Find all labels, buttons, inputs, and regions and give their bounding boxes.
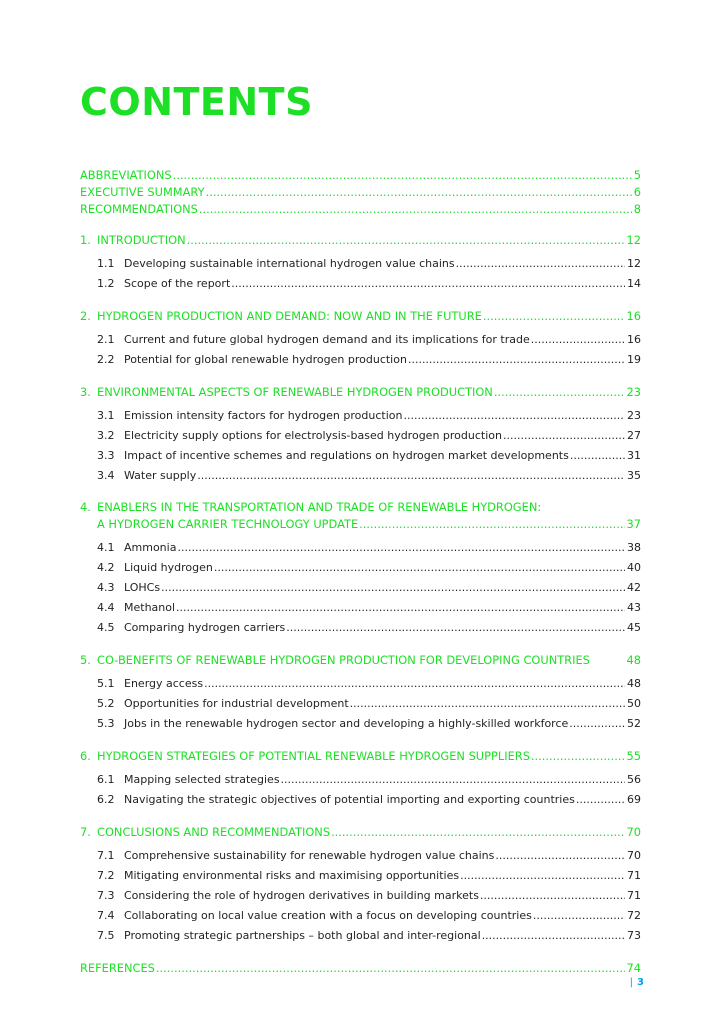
- section-number: 3.1: [97, 409, 115, 422]
- toc-section-6-2[interactable]: [80, 790, 641, 810]
- chapter-label: HYDROGEN STRATEGIES OF POTENTIAL RENEWABLE HYDROGEN SUPPLIERS: [97, 749, 530, 763]
- toc-section-7-2[interactable]: [80, 866, 641, 886]
- chapter-label: HYDROGEN PRODUCTION AND DEMAND: NOW AND IN THE FUTURE: [97, 309, 482, 323]
- dot-leader: [161, 578, 625, 598]
- section-page: 70: [627, 849, 641, 862]
- toc-entry-abbreviations[interactable]: [80, 167, 641, 184]
- dot-leader: [214, 558, 625, 578]
- dot-leader: [231, 274, 625, 294]
- section-number: 3.2: [97, 429, 115, 442]
- section-page: 42: [627, 581, 641, 594]
- section-page: 52: [627, 717, 641, 730]
- section-label: Water supply: [124, 469, 197, 482]
- chapter-number: 6.: [80, 749, 91, 763]
- section-page: 71: [627, 889, 641, 902]
- dot-leader: [403, 406, 625, 426]
- toc-entry-executive-summary[interactable]: [80, 184, 641, 201]
- toc-chapter-1[interactable]: [80, 231, 641, 249]
- section-page: 16: [627, 333, 641, 346]
- chapter-label: A HYDROGEN CARRIER TECHNOLOGY UPDATE: [97, 517, 359, 531]
- chapter-number: 7.: [80, 825, 91, 839]
- section-number: 1.1: [97, 257, 115, 270]
- section-label: Current and future global hydrogen demand and its implications for trade: [124, 333, 530, 346]
- toc-section-2-1[interactable]: [80, 330, 641, 350]
- section-number: 4.3: [97, 581, 115, 594]
- toc-section-1-1[interactable]: [80, 254, 641, 274]
- dot-leader: [456, 254, 625, 274]
- dot-leader: [187, 231, 625, 249]
- section-number: 4.5: [97, 621, 115, 634]
- toc-entry-label: REFERENCES: [80, 961, 155, 975]
- dot-leader: [197, 466, 625, 486]
- section-number: 7.2: [97, 869, 115, 882]
- section-label: Comprehensive sustainability for renewable hydrogen value chains: [124, 849, 495, 862]
- section-page: 73: [627, 929, 641, 942]
- toc-entry-references[interactable]: [80, 959, 641, 977]
- dot-leader: [495, 846, 625, 866]
- chapter-page: 12: [626, 233, 641, 247]
- section-number: 2.2: [97, 353, 115, 366]
- section-page: 12: [627, 257, 641, 270]
- section-page: 43: [627, 601, 641, 614]
- section-page: 31: [627, 449, 641, 462]
- chapter-page: 37: [626, 517, 641, 531]
- section-page: 56: [627, 773, 641, 786]
- section-label: LOHCs: [124, 581, 161, 594]
- section-number: 4.1: [97, 541, 115, 554]
- section-label: Navigating the strategic objectives of potential importing and exporting countries: [124, 793, 575, 806]
- page-number-value: 3: [637, 977, 644, 988]
- section-page: 69: [627, 793, 641, 806]
- section-number: 5.2: [97, 697, 115, 710]
- toc-section-3-2[interactable]: [80, 426, 641, 446]
- dot-leader: [482, 926, 625, 946]
- section-page: 40: [627, 561, 641, 574]
- dot-leader: [331, 823, 624, 841]
- chapter-label: CO-BENEFITS OF RENEWABLE HYDROGEN PRODUCTION FOR DEVELOPING COUNTRIES: [97, 653, 590, 667]
- toc-section-4-1[interactable]: [80, 538, 641, 558]
- section-number: 4.4: [97, 601, 115, 614]
- dot-leader: [460, 866, 625, 886]
- section-label: Collaborating on local value creation with a focus on developing countries: [124, 909, 532, 922]
- dot-leader: [531, 747, 625, 765]
- toc-section-4-2[interactable]: [80, 558, 641, 578]
- section-number: 6.1: [97, 773, 115, 786]
- section-label: Jobs in the renewable hydrogen sector and developing a highly-skilled workforce: [124, 717, 569, 730]
- toc-entry-page: 6: [633, 185, 641, 199]
- section-label: Methanol: [124, 601, 176, 614]
- section-page: 48: [627, 677, 641, 690]
- chapter-page: 48: [626, 653, 641, 667]
- dot-leader: [570, 446, 625, 466]
- dot-leader: [494, 383, 625, 401]
- section-number: 5.1: [97, 677, 115, 690]
- section-page: 23: [627, 409, 641, 422]
- chapter-number: 3.: [80, 385, 91, 399]
- page-title: CONTENTS: [80, 80, 313, 124]
- dot-leader: [408, 350, 625, 370]
- section-number: 7.4: [97, 909, 115, 922]
- dot-leader: [204, 674, 625, 694]
- section-number: 7.3: [97, 889, 115, 902]
- chapter-number: 2.: [80, 309, 91, 323]
- toc-section-3-1[interactable]: [80, 406, 641, 426]
- toc-entry-recommendations[interactable]: [80, 201, 641, 218]
- section-label: Developing sustainable international hydrogen value chains: [124, 257, 455, 270]
- section-label: Energy access: [124, 677, 204, 690]
- section-label: Ammonia: [124, 541, 177, 554]
- dot-leader: [176, 598, 625, 618]
- toc-section-4-4[interactable]: [80, 598, 641, 618]
- section-page: 19: [627, 353, 641, 366]
- toc-entry-label: RECOMMENDATIONS: [80, 202, 198, 216]
- toc-chapter-4[interactable]: [80, 499, 641, 533]
- dot-leader: [156, 959, 625, 977]
- toc-chapter-7[interactable]: [80, 823, 641, 841]
- section-number: 6.2: [97, 793, 115, 806]
- toc-section-7-4[interactable]: [80, 906, 641, 926]
- dot-leader: [480, 886, 625, 906]
- toc-chapter-3[interactable]: [80, 383, 641, 401]
- section-label: Emission intensity factors for hydrogen production: [124, 409, 403, 422]
- section-page: 38: [627, 541, 641, 554]
- toc-section-2-2[interactable]: [80, 350, 641, 370]
- chapter-number: 5.: [80, 653, 91, 667]
- chapter-label: ENVIRONMENTAL ASPECTS OF RENEWABLE HYDROGEN PRODUCTION: [97, 385, 493, 399]
- toc-section-7-5[interactable]: [80, 926, 641, 946]
- toc-chapter-2[interactable]: [80, 307, 641, 325]
- section-label: Liquid hydrogen: [124, 561, 213, 574]
- section-number: 3.3: [97, 449, 115, 462]
- dot-leader: [503, 426, 625, 446]
- section-number: 7.1: [97, 849, 115, 862]
- dot-leader: [533, 906, 625, 926]
- toc-section-7-1[interactable]: [80, 846, 641, 866]
- chapter-page: 55: [626, 749, 641, 763]
- section-number: 5.3: [97, 717, 115, 730]
- dot-leader: [281, 770, 625, 790]
- dot-leader: [569, 714, 625, 734]
- table-of-contents: [80, 167, 641, 977]
- dot-leader: [576, 790, 625, 810]
- toc-section-3-4[interactable]: [80, 466, 641, 486]
- section-number: 4.2: [97, 561, 115, 574]
- section-number: 7.5: [97, 929, 115, 942]
- chapter-label-line-1: ENABLERS IN THE TRANSPORTATION AND TRADE OF RENEWABLE HYDROGEN:: [97, 500, 542, 514]
- toc-entry-page: 5: [633, 168, 641, 182]
- section-label: Comparing hydrogen carriers: [124, 621, 286, 634]
- chapter-page: 16: [626, 309, 641, 323]
- section-number: 2.1: [97, 333, 115, 346]
- section-page: 14: [627, 277, 641, 290]
- dot-leader: [483, 307, 625, 325]
- section-number: 3.4: [97, 469, 115, 482]
- section-label: Mapping selected strategies: [124, 773, 280, 786]
- toc-section-3-3[interactable]: [80, 446, 641, 466]
- dot-leader: [206, 184, 632, 201]
- dot-leader: [359, 516, 624, 533]
- chapter-page: 70: [626, 825, 641, 839]
- section-label: Impact of incentive schemes and regulations on hydrogen market developments: [124, 449, 569, 462]
- toc-section-5-3[interactable]: [80, 714, 641, 734]
- dot-leader: [531, 330, 625, 350]
- chapter-page: 23: [626, 385, 641, 399]
- toc-entry-page: 8: [633, 202, 641, 216]
- toc-section-7-3[interactable]: [80, 886, 641, 906]
- toc-chapter-6[interactable]: [80, 747, 641, 765]
- dot-leader: [286, 618, 625, 638]
- section-number: 1.2: [97, 277, 115, 290]
- toc-entry-page: 74: [626, 961, 641, 975]
- section-page: 35: [627, 469, 641, 482]
- section-page: 50: [627, 697, 641, 710]
- chapter-label: CONCLUSIONS AND RECOMMENDATIONS: [97, 825, 331, 839]
- dot-leader: [173, 167, 632, 184]
- page-number: [630, 977, 644, 988]
- section-label: Scope of the report: [124, 277, 231, 290]
- toc-section-5-2[interactable]: [80, 694, 641, 714]
- toc-entry-label: ABBREVIATIONS: [80, 168, 172, 182]
- section-label: Opportunities for industrial development: [124, 697, 349, 710]
- dot-leader: [199, 201, 632, 218]
- section-label: Electricity supply options for electrolysis-based hydrogen production: [124, 429, 502, 442]
- dot-leader: [177, 538, 625, 558]
- page-number-divider: |: [629, 977, 634, 988]
- section-page: 45: [627, 621, 641, 634]
- section-label: Promoting strategic partnerships – both global and inter-regional: [124, 929, 481, 942]
- toc-section-1-2[interactable]: [80, 274, 641, 294]
- dot-leader: [350, 694, 625, 714]
- toc-section-4-5[interactable]: [80, 618, 641, 638]
- section-page: 27: [627, 429, 641, 442]
- toc-section-4-3[interactable]: [80, 578, 641, 598]
- chapter-number: 1.: [80, 233, 91, 247]
- section-label: Potential for global renewable hydrogen production: [124, 353, 407, 366]
- chapter-label: INTRODUCTION: [97, 233, 186, 247]
- toc-chapter-5[interactable]: [80, 651, 641, 669]
- toc-section-6-1[interactable]: [80, 770, 641, 790]
- section-label: Mitigating environmental risks and maximising opportunities: [124, 869, 460, 882]
- section-page: 71: [627, 869, 641, 882]
- section-label: Considering the role of hydrogen derivatives in building markets: [124, 889, 479, 902]
- toc-entry-label: EXECUTIVE SUMMARY: [80, 185, 205, 199]
- toc-section-5-1[interactable]: [80, 674, 641, 694]
- section-page: 72: [627, 909, 641, 922]
- chapter-number: 4.: [80, 500, 91, 514]
